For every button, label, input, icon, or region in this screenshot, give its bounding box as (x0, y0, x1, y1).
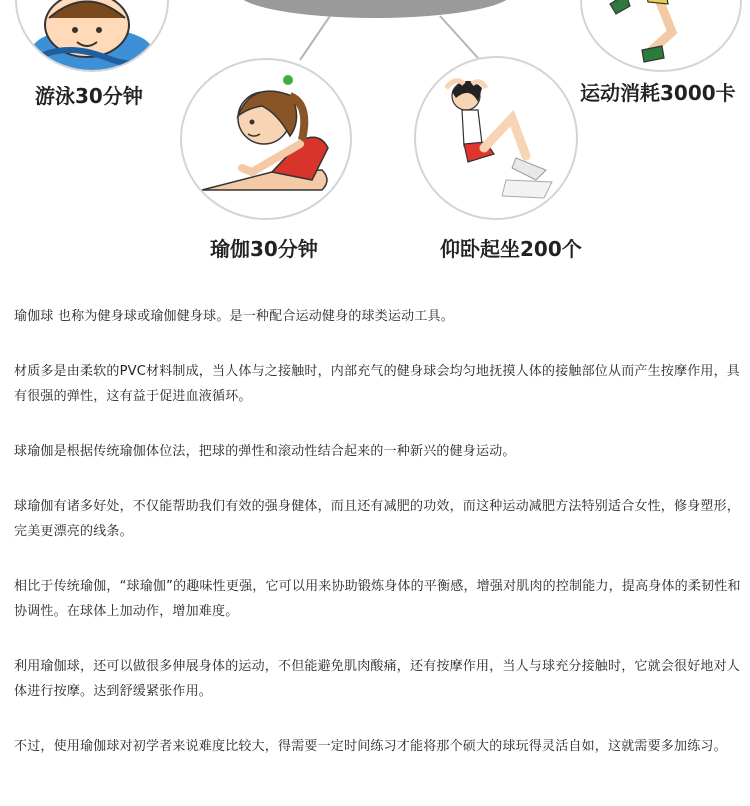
activity-caption: 仰卧起坐200个 (440, 237, 582, 261)
situps-circle (414, 56, 578, 220)
paragraph: 瑜伽球 也称为健身球或瑜伽健身球。是一种配合运动健身的球类运动工具。 (14, 309, 454, 324)
activity-caption: 瑜伽30分钟 (210, 237, 318, 261)
activity-banner (0, 0, 750, 290)
yoga-circle (180, 58, 352, 220)
activity-caption: 运动消耗3000卡 (580, 81, 736, 105)
center-badge-shape (237, 0, 513, 18)
paragraph: 材质多是由柔软的PVC材料制成，当人体与之接触时，内部充气的健身球会均匀地抚摸人体的接触部位从而产生按摩作用，具有很强的弹性，这有益于促进血液循环。 (14, 364, 741, 404)
paragraph: 球瑜伽是根据传统瑜伽体位法，把球的弹性和滚动性结合起来的一种新兴的健身运动。 (14, 444, 516, 459)
paragraph: 利用瑜伽球，还可以做很多伸展身体的运动，不但能避免肌肉酸痛，还有按摩作用，当人与球充分接触时，它就会很好地对人体进行按摩。达到舒缓紧张作用。 (14, 659, 741, 699)
yoga-icon (182, 60, 350, 218)
connector-line-right (440, 16, 478, 58)
paragraph: 球瑜伽有诸多好处，不仅能帮助我们有效的强身健体，而且还有减肥的功效，而这种运动减肥方法特别适合女性，修身塑形，完美更漂亮的线条。 (14, 499, 741, 539)
connector-line-left (300, 16, 330, 60)
activity-caption: 游泳30分钟 (35, 84, 143, 108)
description-section (14, 304, 742, 789)
paragraph: 不过，使用瑜伽球对初学者来说难度比较大，得需要一定时间练习才能将那个硕大的球玩得灵活自如，这就需要多加练习。 (14, 739, 727, 754)
situps-icon (416, 58, 576, 218)
paragraph: 相比于传统瑜伽，“球瑜伽”的趣味性更强，它可以用来协助锻炼身体的平衡感，增强对肌肉的控制能力，提高身体的柔韧性和协调性。在球体上加动作，增加难度。 (14, 579, 741, 619)
